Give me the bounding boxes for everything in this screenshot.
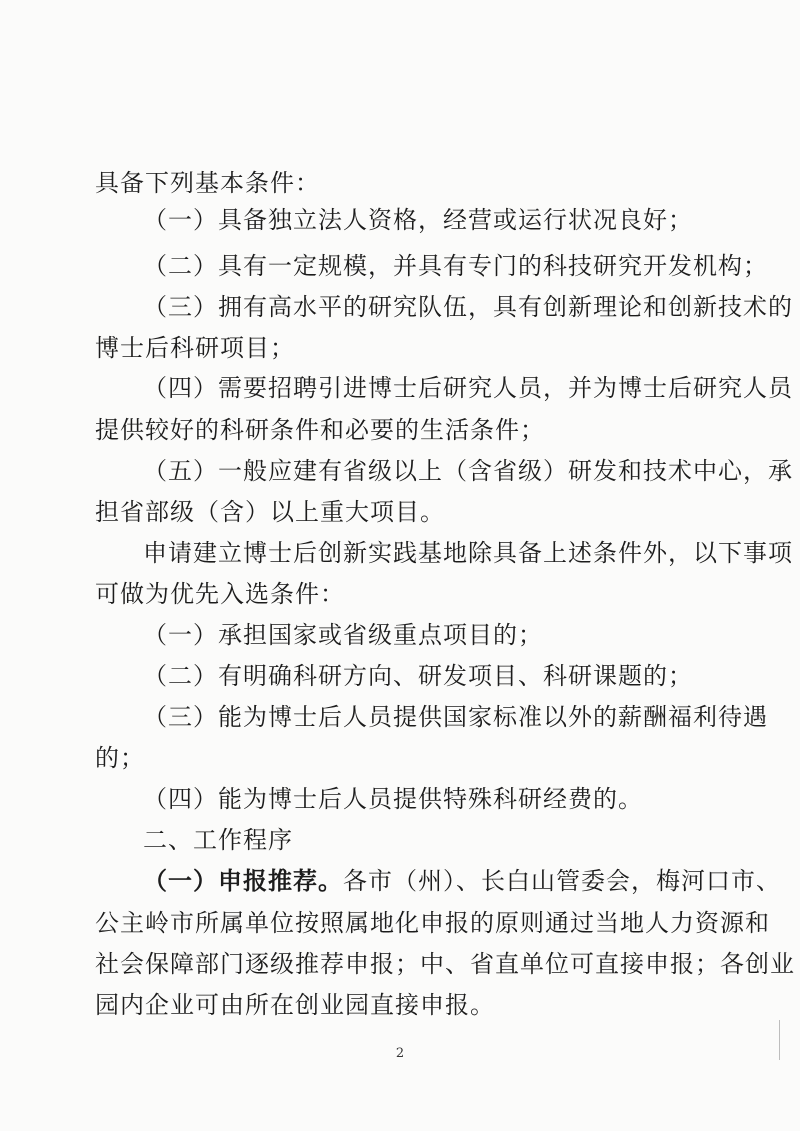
section-heading: 二、工作程序 xyxy=(143,826,293,854)
text-line: （三）能为博士后人员提供国家标准以外的薪酬福利待遇 xyxy=(143,703,768,731)
text-line: （三）拥有高水平的研究队伍，具有创新理论和创新技术的 xyxy=(143,293,793,321)
text-line: 园内企业可由所在创业园直接申报。 xyxy=(95,991,495,1019)
text-line: （四）能为博士后人员提供特殊科研经费的。 xyxy=(143,785,643,813)
text-line: （一）具备独立法人资格，经营或运行状况良好； xyxy=(143,206,693,234)
paragraph-first-line xyxy=(143,866,781,896)
text-line: （五）一般应建有省级以上（含省级）研发和技术中心，承 xyxy=(143,457,793,485)
text-line: 公主岭市所属单位按照属地化申报的原则通过当地人力资源和 xyxy=(95,909,770,937)
text-line: 担省部级（含）以上重大项目。 xyxy=(95,498,445,526)
text-line: （一）承担国家或省级重点项目的； xyxy=(143,621,543,649)
text-line: （四）需要招聘引进博士后研究人员，并为博士后研究人员 xyxy=(143,374,793,402)
text-line: 可做为优先入选条件： xyxy=(95,580,345,608)
text-line: 提供较好的科研条件和必要的生活条件； xyxy=(95,416,545,444)
text-line: 申请建立博士后创新实践基地除具备上述条件外，以下事项 xyxy=(143,539,793,567)
paragraph-text: 各市（州）、长白山管委会，梅河口市、 xyxy=(343,867,781,895)
text-line: 的； xyxy=(95,744,145,772)
text-line: （二）有明确科研方向、研发项目、科研课题的； xyxy=(143,662,693,690)
page-number: 2 xyxy=(395,1046,405,1061)
scan-edge-mark xyxy=(779,1020,780,1060)
text-line: 博士后科研项目； xyxy=(95,334,295,362)
text-line: （二）具有一定规模，并具有专门的科技研究开发机构； xyxy=(143,252,768,280)
paragraph-heading: （一）申报推荐。 xyxy=(143,866,343,895)
text-line: 社会保障部门逐级推荐申报；中、省直单位可直接申报；各创业 xyxy=(95,950,795,978)
text-line: 具备下列基本条件： xyxy=(95,169,320,197)
